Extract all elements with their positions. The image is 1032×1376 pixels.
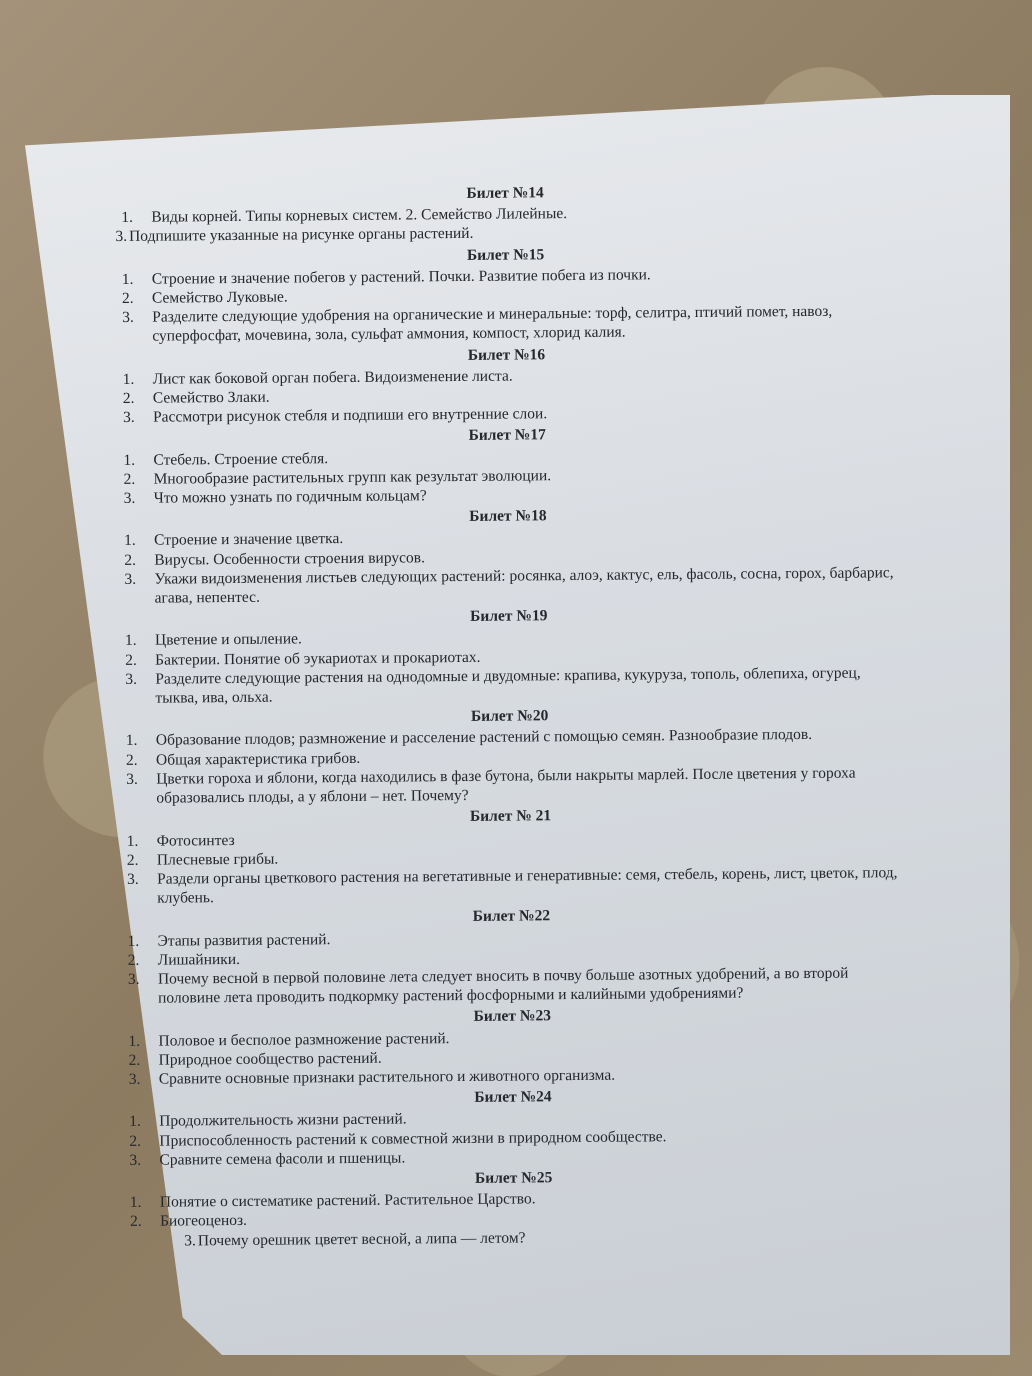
question-text: Раздели органы цветкового растения на вегетативные и генеративные: семя, стебель, корень, лист, цветок, плод, клубень. — [156, 864, 898, 907]
question-number: 1. — [125, 732, 138, 750]
ticket-title: Билет №17 — [468, 426, 546, 445]
question-text: Семейство Луковые. — [151, 288, 288, 307]
ticket — [118, 503, 899, 608]
question-number: 2. — [128, 1051, 141, 1069]
ticket-title: Билет №19 — [470, 607, 548, 626]
question-number: 1. — [123, 451, 136, 469]
question-text: Лишайники. — [157, 950, 241, 969]
question-number: 3. — [126, 770, 138, 788]
question-number: 3. — [129, 1151, 142, 1169]
question-text: Сравните семена фасоли и пшеницы. — [159, 1149, 406, 1169]
ticket-title: Билет №15 — [466, 245, 545, 264]
question-number: 2. — [124, 551, 136, 569]
question-text: Семейство Злаки. — [152, 388, 270, 407]
question-number: 2. — [129, 1132, 142, 1150]
question-number: 1. — [129, 1113, 141, 1131]
question-item — [121, 863, 901, 908]
question-number: 3. — [122, 409, 135, 427]
ticket — [124, 1165, 905, 1251]
ticket-title: Билет №23 — [473, 1007, 551, 1026]
question-number: 2. — [129, 1213, 142, 1231]
question-text: Разделите следующие растения на однодомные и двудомные: крапива, кукуруза, тополь, облепиха, огурец, тыква, ива, ольха. — [155, 664, 861, 707]
question-text: Многообразие растительных групп как результат эволюции. — [153, 467, 552, 488]
ticket-title: Билет №14 — [466, 184, 544, 202]
question-text: Приспособленность растений к совместной жизни в природном сообществе. — [159, 1127, 667, 1150]
question-text: Подпишите указанные на рисунке органы растений. — [129, 225, 474, 246]
question-text: Цветки гороха и яблони, когда находились в фазе бутона, были накрыты марлей. После цветения у гороха образовались плоды, а у яблони – нет. Почему? — [156, 764, 856, 807]
ticket — [123, 1084, 904, 1170]
question-text: Строение и значение цветка. — [154, 530, 344, 550]
question-number: 3. — [123, 489, 136, 507]
question-number: 3. — [128, 1070, 141, 1088]
question-number: 2. — [122, 389, 135, 407]
question-number: 1. — [124, 532, 136, 550]
question-item — [122, 963, 902, 1008]
ticket — [115, 180, 895, 246]
question-number: 3. — [184, 1231, 196, 1249]
ticket — [116, 342, 897, 428]
question-text: Этапы развития растений. — [157, 930, 331, 950]
ticket-title: Билет №18 — [469, 507, 547, 526]
question-item — [118, 563, 898, 608]
question-text: Сравните основные признаки растительного и животного организма. — [158, 1066, 616, 1088]
question-number: 3. — [115, 228, 128, 246]
question-number: 1. — [121, 270, 134, 288]
question-number: 3. — [127, 970, 140, 988]
question-number: 3. — [125, 670, 138, 688]
question-text: Строение и значение побегов у растений. Почки. Развитие побега из почки. — [151, 266, 651, 288]
question-number: 1. — [124, 632, 137, 650]
question-text: Цветение и опыление. — [154, 630, 302, 650]
question-number: 2. — [121, 289, 134, 307]
question-number: 2. — [123, 470, 136, 488]
ticket-title: Билет №24 — [474, 1088, 552, 1107]
question-number: 1. — [121, 209, 133, 227]
question-text: Почему орешник цветет весной, а липа — летом? — [197, 1229, 526, 1249]
question-item — [120, 763, 900, 808]
question-text: Бактерии. Понятие об эукариотах и прокариотах. — [155, 648, 481, 669]
question-number: 1. — [122, 370, 135, 388]
ticket — [120, 803, 901, 908]
ticket-title: Билет №22 — [472, 907, 551, 926]
ticket — [122, 1003, 903, 1089]
question-text: Образование плодов; размножение и расселение растений с помощью семян. Разнообразие плодов. — [155, 726, 813, 750]
ticket-title: Билет №25 — [474, 1169, 553, 1187]
question-text: Половое и бесполое размножение растений. — [158, 1029, 450, 1050]
question-number: 3. — [126, 870, 139, 888]
question-number: 1. — [127, 932, 140, 950]
question-text: Плесневые грибы. — [156, 850, 279, 869]
question-text: Стебель. Строение стебля. — [153, 449, 329, 469]
question-text: Биогеоценоз. — [159, 1212, 248, 1231]
question-number: 3. — [122, 309, 134, 327]
question-text: Укажи видоизменения листьев следующих растений: росянка, алоэ, кактус, ель, фасоль, сосна, горох, барбарис, агава, непентес. — [154, 564, 894, 607]
question-text: Продолжительность жизни растений. — [159, 1110, 407, 1130]
question-text: Общая характеристика грибов. — [155, 749, 361, 769]
question-text: Природное сообщество растений. — [158, 1049, 382, 1069]
question-number: 1. — [129, 1193, 142, 1212]
ticket — [120, 703, 901, 808]
question-text: Разделите следующие удобрения на органические и минеральные: торф, селитра, птичий помет, навоз, суперфосфат, мочевина, зола, сульфат аммония, компост, хлорид калия. — [152, 302, 833, 346]
question-number: 1. — [126, 832, 139, 850]
question-item — [116, 301, 896, 346]
question-text: Виды корней. Типы корневых систем. 2. Семейство Лилейные. — [151, 205, 568, 226]
question-number: 1. — [128, 1032, 141, 1050]
question-number: 2. — [125, 751, 138, 769]
ticket-title: Билет № 21 — [469, 807, 552, 826]
question-text: Понятие о систематике растений. Растительное Царство. — [159, 1190, 536, 1211]
ticket — [121, 903, 902, 1008]
question-text: Фотосинтез — [156, 831, 235, 850]
question-text: Рассмотри рисунок стебля и подпиши его внутренние слои. — [152, 405, 548, 426]
question-number: 2. — [127, 951, 140, 969]
question-number: 3. — [124, 570, 137, 588]
question-number: 2. — [125, 651, 137, 669]
ticket — [117, 423, 898, 509]
ticket-title: Билет №16 — [467, 345, 546, 364]
question-text: Почему весной в первой половине лета следует вносить в почву больше азотных удобрений, а во второй половине лета проводить подкормку растений фосфорными и калийными удобрениями? — [157, 964, 849, 1007]
question-text: Лист как боковой орган побега. Видоизменение листа. — [152, 367, 513, 388]
question-item — [119, 663, 899, 708]
ticket — [116, 242, 897, 347]
question-number: 2. — [126, 851, 139, 869]
ticket-list — [115, 178, 904, 1253]
ticket — [119, 603, 900, 708]
question-text: Что можно узнать по годичным кольцам? — [153, 487, 427, 507]
question-text: Вирусы. Особенности строения вирусов. — [154, 548, 425, 569]
ticket-title: Билет №20 — [470, 707, 549, 726]
